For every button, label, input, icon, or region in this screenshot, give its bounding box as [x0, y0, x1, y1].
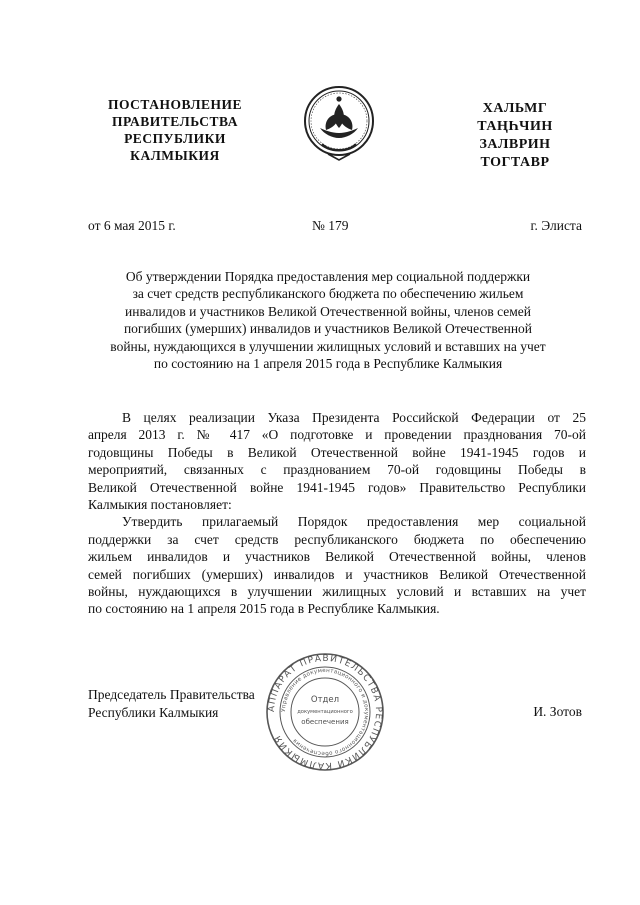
body-line: по состоянию на 1 апреля 2015 года в Республике Калмыкия.: [88, 601, 440, 617]
header-right-line: ЗАЛВРИН: [479, 137, 551, 152]
document-date: от 6 мая 2015 г.: [88, 218, 176, 233]
header-left-line: РЕСПУБЛИКИ: [124, 131, 226, 146]
body-line: Великой Отечественной войне 1941-1945 годов» Правительство Республики: [88, 479, 586, 495]
document-city: г. Элиста: [530, 218, 582, 233]
body-line: В целях реализации Указа Президента Российской Федерации от 25: [122, 410, 586, 425]
stamp-outer-text: АППАРАТ ПРАВИТЕЛЬСТВА РЕСПУБЛИКИ КАЛМЫКИЯ: [266, 653, 384, 771]
header-right-line: ХАЛЬМГ: [482, 101, 548, 116]
document-title: [100, 268, 556, 372]
body-line: Калмыкия постановляет:: [88, 497, 232, 513]
header-right-line: ТАҢҺЧИН: [477, 119, 553, 134]
signatory-position: [88, 686, 255, 722]
stamp-middle-text: Управление документационного и документационного обеспечения: [280, 667, 370, 757]
official-stamp-icon: [265, 652, 385, 772]
signatory-position-line: Республики Калмыкия: [88, 705, 219, 720]
title-line: войны, нуждающихся в улучшении жилищных условий и вставших на учет: [110, 338, 546, 354]
body-line: войны, нуждающихся в улучшении жилищных условий и вставших на учет: [88, 584, 586, 600]
title-line: Об утверждении Порядка предоставления мер социальной поддержки: [125, 269, 531, 284]
header-left-line: КАЛМЫКИЯ: [130, 148, 220, 163]
document-body: [88, 409, 586, 618]
header-right-line: ТОГТАВР: [480, 155, 550, 170]
coat-of-arms-emblem-icon: [302, 84, 376, 162]
body-line: семей погибших (умерших) инвалидов и участников Великой Отечественной: [88, 566, 586, 582]
body-line: Утвердить прилагаемый Порядок предоставления мер социальной: [122, 514, 586, 530]
header-left-line: ПРАВИТЕЛЬСТВА: [112, 114, 238, 129]
title-line: по состоянию на 1 апреля 2015 года в Республике Калмыкия: [153, 356, 503, 372]
stamp-center-line: обеспечения: [301, 718, 349, 726]
stamp-center-line: документационного: [297, 709, 353, 715]
title-line: инвалидов и участников Великой Отечественной войны, членов семей: [125, 303, 531, 319]
header-right-title: [445, 100, 585, 172]
signatory-name: И. Зотов: [533, 704, 582, 719]
stamp-center-line: Отдел: [310, 695, 340, 705]
title-line: погибших (умерших) инвалидов и участников Великой Отечественной: [123, 321, 533, 337]
body-line: мероприятий, связанных с празднованием 70-ой годовщины Победы в: [88, 462, 586, 478]
body-line: поддержки за счет средств республиканского бюджета по обеспечению: [88, 531, 586, 547]
body-line: годовщины Победы в Великой Отечественной войне 1941-1945 годов и: [88, 444, 586, 460]
signatory-position-line: Председатель Правительства: [88, 687, 255, 702]
body-line: апреля 2013 г. № 417 «О подготовке и проведении празднования 70-ой: [88, 427, 586, 443]
document-number: № 179: [312, 218, 349, 233]
body-line: жильем инвалидов и участников Великой Отечественной войны, членов: [88, 549, 586, 565]
title-line: за счет средств республиканского бюджета по обеспечению жильем: [132, 286, 524, 302]
header-left-line: ПОСТАНОВЛЕНИЕ: [107, 97, 243, 112]
header-left-title: [95, 96, 255, 164]
